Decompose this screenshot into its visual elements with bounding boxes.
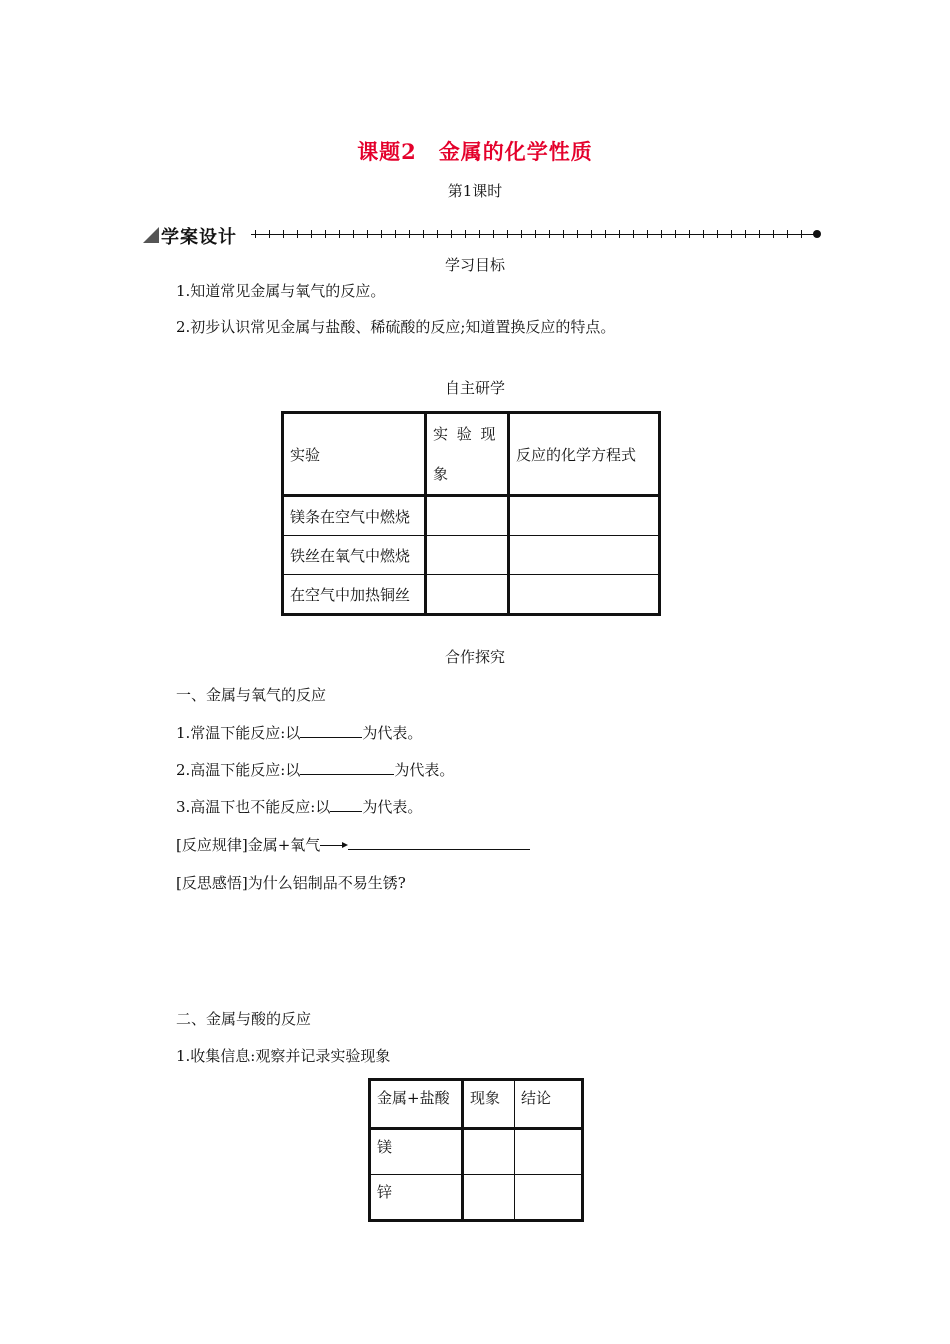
banner-tick — [661, 230, 662, 238]
banner-tick — [353, 230, 354, 238]
table-header-experiment: 实验 — [283, 413, 426, 496]
banner-tick — [367, 230, 368, 238]
answer-blank[interactable] — [300, 760, 394, 775]
banner-label: 学案设计 — [161, 227, 237, 248]
banner-tick — [297, 230, 298, 238]
banner-tick — [339, 230, 340, 238]
part1-title: 一、金属与氧气的反应 — [176, 686, 327, 704]
table-cell-blank[interactable] — [426, 536, 509, 575]
table-cell-blank[interactable] — [509, 536, 660, 575]
banner-tick — [773, 230, 774, 238]
banner-tick — [731, 230, 732, 238]
self-study-table — [281, 411, 661, 616]
banner-tick — [675, 230, 676, 238]
goal-item-2: 2.初步认识常见金属与盐酸、稀硫酸的反应;知道置换反应的特点。 — [176, 318, 616, 336]
banner-tick — [577, 230, 578, 238]
banner-rule — [251, 234, 817, 235]
banner-tick — [311, 230, 312, 238]
banner-tick — [619, 230, 620, 238]
banner-tick — [535, 230, 536, 238]
table-row-label: 镁 — [370, 1129, 463, 1175]
table-row-label: 镁条在空气中燃烧 — [283, 496, 426, 536]
section-banner — [143, 222, 825, 248]
banner-tick — [283, 230, 284, 238]
right-arrow-icon — [320, 841, 348, 851]
lesson-title: 课题2 金属的化学性质 — [357, 139, 593, 164]
lesson-period: 第1课时 — [447, 182, 503, 200]
banner-tick — [605, 230, 606, 238]
question-text: 为代表。 — [362, 798, 423, 816]
acid-reaction-table — [368, 1078, 584, 1222]
table-header-phenomenon: 现象 — [463, 1080, 515, 1129]
table-header-metal: 金属+盐酸 — [370, 1080, 463, 1129]
banner-tick — [647, 230, 648, 238]
banner-tick — [703, 230, 704, 238]
banner-tick — [801, 230, 802, 238]
question-1 — [176, 722, 422, 743]
cooperation-heading: 合作探究 — [444, 648, 505, 666]
banner-tick — [325, 230, 326, 238]
answer-blank[interactable] — [300, 723, 362, 738]
table-cell-blank[interactable] — [426, 496, 509, 536]
banner-tick — [381, 230, 382, 238]
question-text: 为代表。 — [394, 761, 455, 779]
question-text: 3.高温下也不能反应:以 — [176, 798, 331, 816]
table-cell-blank[interactable] — [515, 1175, 583, 1221]
goals-heading: 学习目标 — [444, 256, 505, 274]
table-cell-blank[interactable] — [509, 496, 660, 536]
banner-tick — [745, 230, 746, 238]
question-3 — [176, 796, 422, 817]
banner-tick — [521, 230, 522, 238]
collect-info: 1.收集信息:观察并记录实验现象 — [176, 1047, 391, 1065]
answer-blank[interactable] — [348, 835, 530, 850]
table-row-label: 在空气中加热铜丝 — [283, 575, 426, 615]
reflection: [反思感悟]为什么铝制品不易生锈? — [176, 874, 406, 892]
banner-tick — [465, 230, 466, 238]
self-study-heading: 自主研学 — [444, 379, 505, 397]
banner-tick — [269, 230, 270, 238]
table-header-equation: 反应的化学方程式 — [509, 413, 660, 496]
banner-tick — [591, 230, 592, 238]
table-cell-blank[interactable] — [509, 575, 660, 615]
reaction-rule — [176, 834, 530, 855]
banner-tick — [689, 230, 690, 238]
goal-item-1: 1.知道常见金属与氧气的反应。 — [176, 282, 386, 300]
question-text: 1.常温下能反应:以 — [176, 724, 301, 742]
banner-tick — [549, 230, 550, 238]
banner-tick — [479, 230, 480, 238]
table-cell-blank[interactable] — [426, 575, 509, 615]
question-text: 2.高温下能反应:以 — [176, 761, 301, 779]
banner-tick — [437, 230, 438, 238]
answer-blank[interactable] — [330, 797, 362, 812]
banner-tick — [787, 230, 788, 238]
rule-text: [反应规律]金属+氧气 — [176, 836, 321, 854]
table-row-label: 铁丝在氧气中燃烧 — [283, 536, 426, 575]
banner-tick — [507, 230, 508, 238]
banner-tick — [395, 230, 396, 238]
question-text: 为代表。 — [362, 724, 423, 742]
question-2 — [176, 759, 454, 780]
banner-tick — [717, 230, 718, 238]
banner-tick — [255, 230, 256, 238]
banner-tick — [493, 230, 494, 238]
banner-tick — [451, 230, 452, 238]
banner-tick — [633, 230, 634, 238]
table-cell-blank[interactable] — [515, 1129, 583, 1175]
banner-tick — [423, 230, 424, 238]
banner-dot-icon — [813, 230, 821, 238]
table-header-conclusion: 结论 — [515, 1080, 583, 1129]
table-cell-blank[interactable] — [463, 1129, 515, 1175]
table-cell-blank[interactable] — [463, 1175, 515, 1221]
banner-tick — [759, 230, 760, 238]
table-header-phenomenon: 实 验 现象 — [426, 413, 509, 496]
table-row-label: 锌 — [370, 1175, 463, 1221]
banner-triangle-icon — [143, 227, 159, 243]
banner-tick — [563, 230, 564, 238]
banner-tick — [409, 230, 410, 238]
part2-title: 二、金属与酸的反应 — [176, 1010, 312, 1028]
